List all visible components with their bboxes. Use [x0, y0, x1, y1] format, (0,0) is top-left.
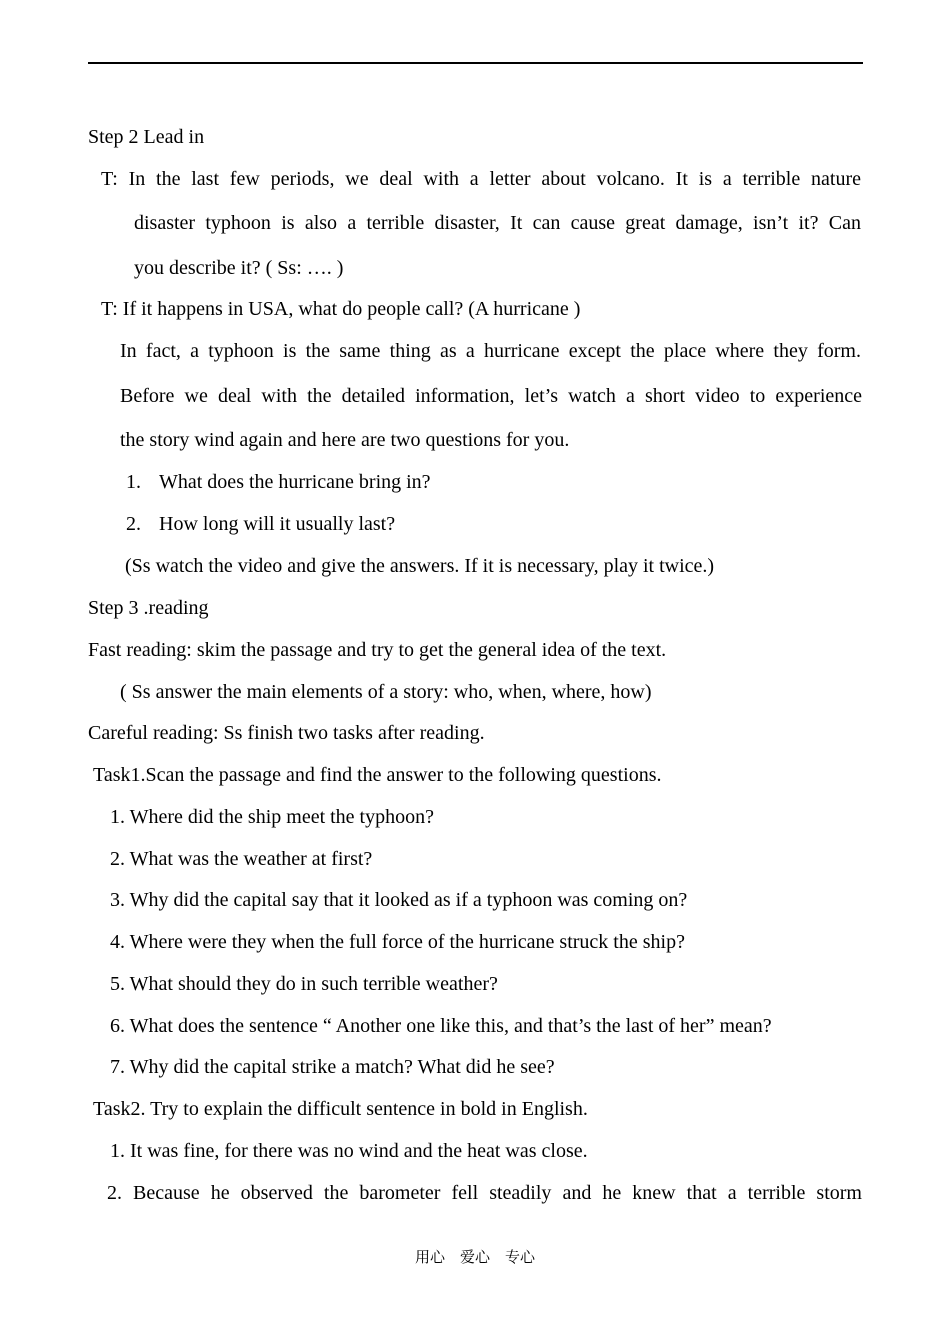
fast-reading-note: ( Ss answer the main elements of a story: who, when, where, how): [120, 681, 652, 703]
list-item: 1. Where did the ship meet the typhoon?: [110, 806, 434, 828]
page-footer: 用心 爱心 专心: [414, 1248, 535, 1266]
question-text: What does the hurricane bring in?: [159, 471, 431, 493]
question-number: 2.: [126, 513, 141, 535]
list-item: 2. What was the weather at first?: [110, 848, 373, 870]
task2-title: Task2. Try to explain the difficult sentence in bold in English.: [93, 1098, 588, 1120]
step2-para1-line1: T: In the last few periods, we deal with a letter about volcano. It is a terrible nature: [101, 168, 861, 190]
step2-note: (Ss watch the video and give the answers. If it is necessary, play it twice.): [125, 555, 715, 577]
list-item: 3. Why did the capital say that it looked as if a typhoon was coming on?: [110, 889, 688, 911]
step2-para3-line1: In fact, a typhoon is the same thing as a hurricane except the place where they form.: [120, 340, 861, 362]
step2-para3-line2: Before we deal with the detailed information, let’s watch a short video to experience: [120, 385, 862, 407]
list-item: 6. What does the sentence “ Another one like this, and that’s the last of her” mean?: [110, 1015, 772, 1037]
task2-item: 1. It was fine, for there was no wind and the heat was close.: [110, 1140, 588, 1162]
step2-para2: T: If it happens in USA, what do people call? (A hurricane ): [101, 298, 581, 320]
careful-reading: Careful reading: Ss finish two tasks after reading.: [88, 722, 485, 744]
question-text: How long will it usually last?: [159, 513, 396, 535]
step2-para3-line3: the story wind again and here are two questions for you.: [120, 429, 570, 451]
step2-para1-line3: you describe it? ( Ss: …. ): [134, 257, 344, 279]
question-number: 1.: [126, 471, 141, 493]
fast-reading: Fast reading: skim the passage and try to get the general idea of the text.: [88, 639, 667, 661]
list-item: 4. Where were they when the full force of the hurricane struck the ship?: [110, 931, 685, 953]
step3-heading: Step 3 .reading: [88, 597, 209, 619]
list-item: 7. Why did the capital strike a match? What did he see?: [110, 1056, 555, 1078]
task2-item: 2. Because he observed the barometer fell steadily and he knew that a terrible storm: [107, 1182, 862, 1204]
list-item: 5. What should they do in such terrible weather?: [110, 973, 498, 995]
task1-title: Task1.Scan the passage and find the answer to the following questions.: [93, 764, 662, 786]
step2-heading: Step 2 Lead in: [88, 126, 205, 148]
header-rule: [88, 62, 863, 64]
step2-para1-line2: disaster typhoon is also a terrible disaster, It can cause great damage, isn’t it? Can: [134, 212, 861, 234]
